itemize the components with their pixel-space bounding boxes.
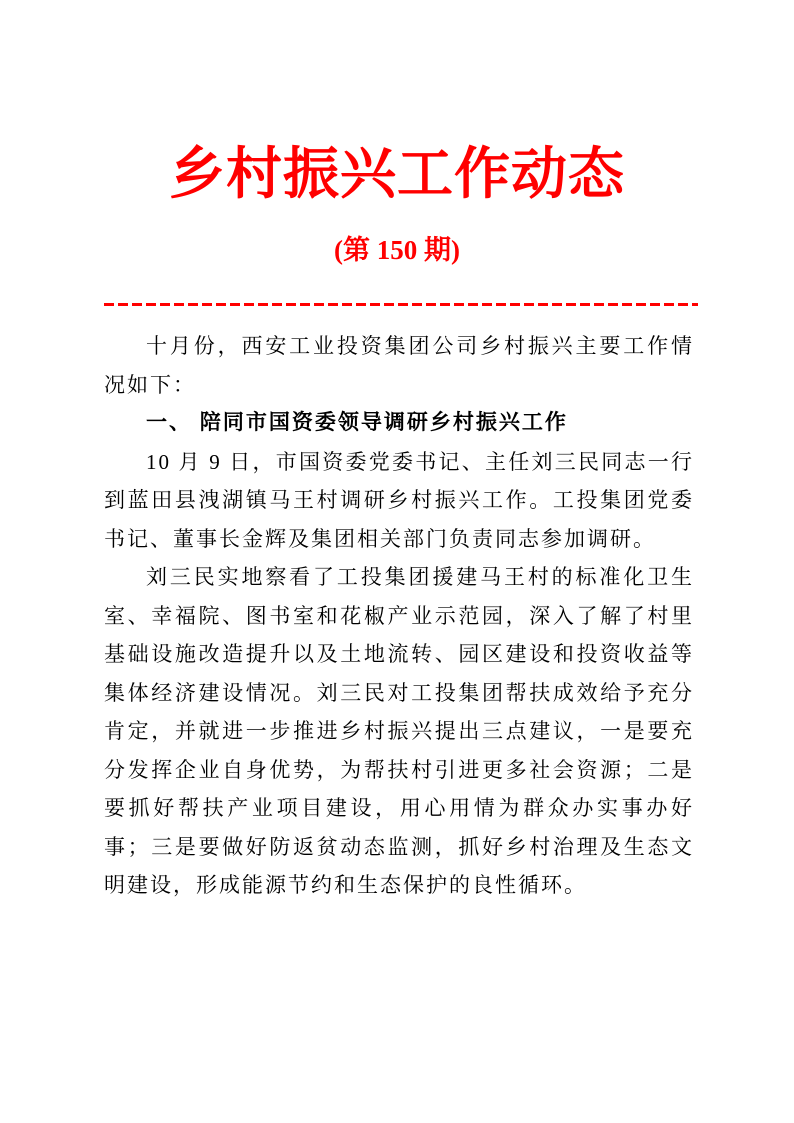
document-body [104, 327, 694, 905]
document-title: 乡村振兴工作动态 [169, 144, 625, 206]
issue-number: (第 150 期) [334, 235, 460, 265]
section-1-paragraph-1: 10 月 9 日，市国资委党委书记、主任刘三民同志一行到蓝田县洩湖镇马王村调研乡村振兴工作。工投集团党委书记、董事长金辉及集团相关部门负责同志参加调研。 [104, 449, 694, 551]
dashed-divider [104, 303, 698, 306]
section-1-heading: 一、 陪同市国资委领导调研乡村振兴工作 [146, 411, 568, 434]
intro-paragraph: 十月份，西安工业投资集团公司乡村振兴主要工作情况如下： [104, 334, 694, 397]
section-1-paragraph-2: 刘三民实地察看了工投集团援建马王村的标准化卫生室、幸福院、图书室和花椒产业示范园，深入了解了村里基础设施改造提升以及土地流转、园区建设和投资收益等集体经济建设情况。刘三民对工投集团帮扶成效给予充分肯定，并就进一步推进乡村振兴提出三点建议，一是要充分发挥企业自身优势，为帮扶村引进更多社会资源；二是要抓好帮扶产业项目建设，用心用情为群众办实事办好事；三是要做好防返贫动态监测，抓好乡村治理及生态文明建设，形成能源节约和生态保护的良性循环。 [104, 565, 694, 897]
